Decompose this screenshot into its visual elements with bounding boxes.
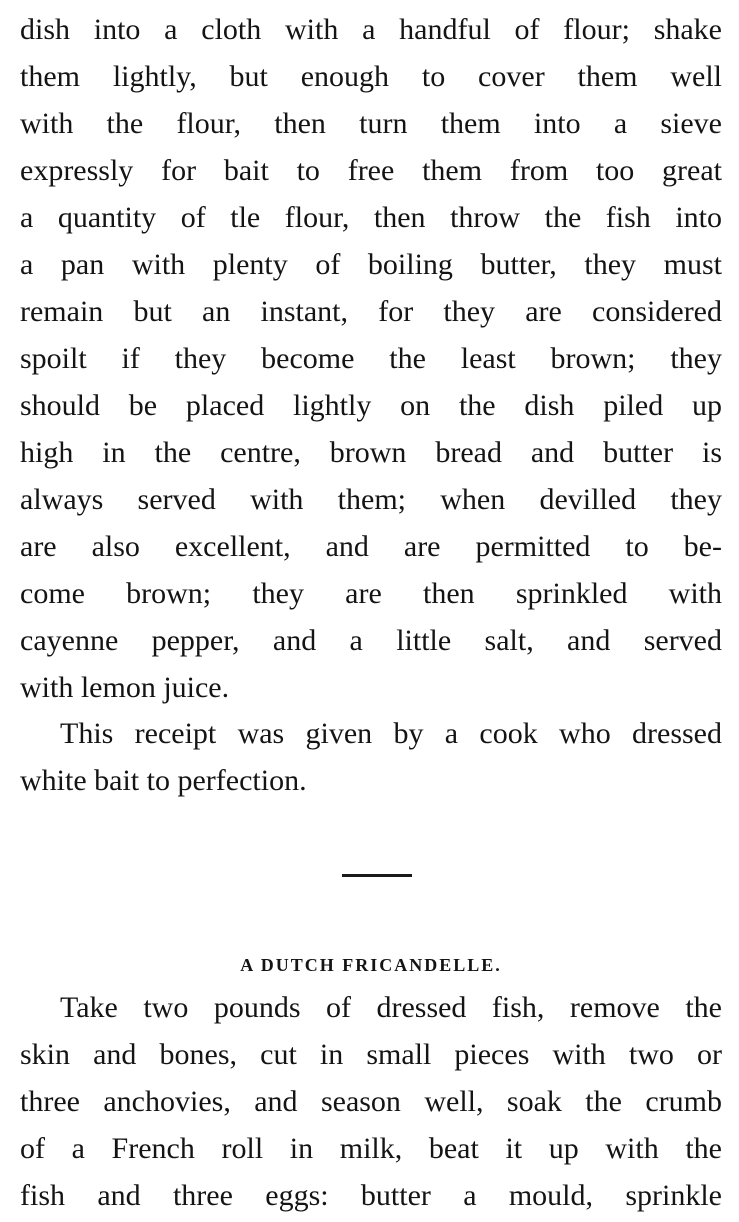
text-line: dish into a cloth with a handful of flour; shake: [20, 13, 722, 46]
text-line: with lemon juice.: [20, 671, 230, 704]
text-line: a pan with plenty of boiling butter, they must: [20, 248, 722, 281]
text-line: fish and three eggs: butter a mould, sprinkle: [20, 1179, 722, 1212]
text-line: white bait to perfection.: [20, 764, 307, 797]
text-line: of a French roll in milk, beat it up with the: [20, 1132, 722, 1165]
text-line: skin and bones, cut in small pieces with two or: [20, 1038, 722, 1071]
text-line: three anchovies, and season well, soak the crumb: [20, 1085, 722, 1118]
text-line: a quantity of tle flour, then throw the fish into: [20, 201, 722, 234]
text-line: This receipt was given by a cook who dressed: [60, 717, 722, 750]
text-line: them lightly, but enough to cover them well: [20, 60, 722, 93]
text-line: always served with them; when devilled they: [20, 483, 722, 516]
text-line: spoilt if they become the least brown; they: [20, 342, 722, 375]
text-line: cayenne pepper, and a little salt, and served: [20, 624, 722, 657]
note-paragraph: [20, 710, 722, 804]
section-divider: [342, 874, 412, 877]
text-line: should be placed lightly on the dish piled up: [20, 389, 722, 422]
text-line: with the flour, then turn them into a sieve: [20, 107, 722, 140]
text-line: remain but an instant, for they are considered: [20, 295, 722, 328]
continued-paragraph: [20, 6, 722, 711]
recipe-paragraph: [20, 984, 722, 1219]
text-line: expressly for bait to free them from too great: [20, 154, 722, 187]
recipe-heading: A DUTCH FRICANDELLE.: [240, 955, 502, 975]
text-line: are also excellent, and are permitted to be-: [20, 530, 722, 563]
text-line: high in the centre, brown bread and butter is: [20, 436, 722, 469]
text-line: come brown; they are then sprinkled with: [20, 577, 722, 610]
text-line: Take two pounds of dressed fish, remove the: [60, 991, 722, 1024]
